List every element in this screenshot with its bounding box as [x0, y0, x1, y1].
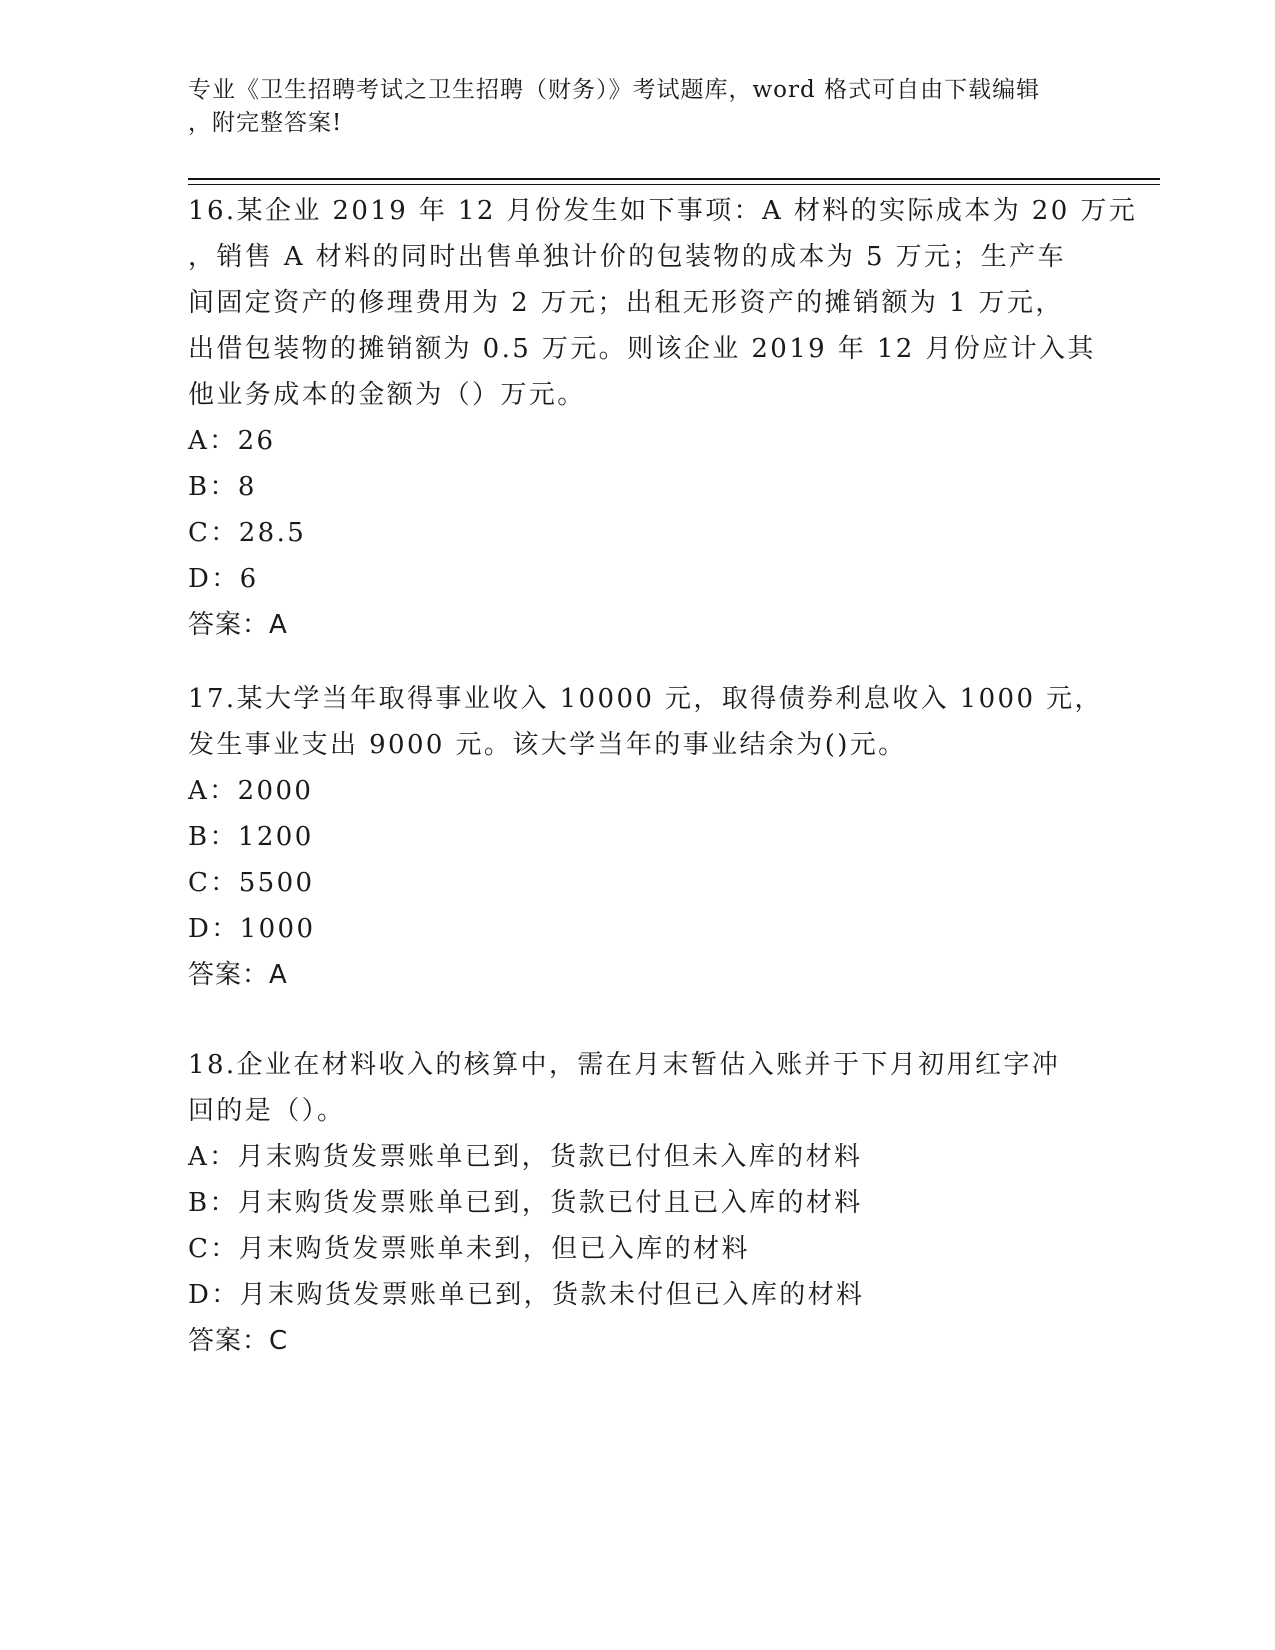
header-divider-thick	[188, 178, 1160, 180]
header-line-1: 专业《卫生招聘考试之卫生招聘（财务）》考试题库，word 格式可自由下载编辑	[188, 77, 1041, 103]
option-b: B：1200	[188, 822, 314, 852]
question-text-line: 他业务成本的金额为（）万元。	[188, 380, 586, 410]
question-text-line: 17.某大学当年取得事业收入 10000 元，取得债券利息收入 1000 元，	[188, 684, 1103, 714]
option-a: A：月末购货发票账单已到，货款已付但未入库的材料	[188, 1142, 863, 1172]
question-text-line: 发生事业支出 9000 元。该大学当年的事业结余为()元。	[188, 730, 907, 760]
answer-label: 答案：A	[188, 610, 288, 640]
option-d: D：1000	[188, 914, 316, 944]
question-text-line: 18.企业在材料收入的核算中，需在月末暂估入账并于下月初用红字冲	[188, 1050, 1061, 1080]
question-16	[188, 188, 1138, 648]
question-18	[188, 1042, 1108, 1364]
question-text-line: 间固定资产的修理费用为 2 万元；出租无形资产的摊销额为 1 万元，	[188, 288, 1064, 318]
question-17	[188, 676, 1108, 998]
question-text-line: 回的是（）。	[188, 1096, 346, 1126]
option-c: C：月末购货发票账单未到，但已入库的材料	[188, 1234, 750, 1264]
option-a: A：26	[188, 426, 276, 456]
option-a: A：2000	[188, 776, 314, 806]
option-c: C：5500	[188, 868, 315, 898]
option-b: B：月末购货发票账单已到，货款已付且已入库的材料	[188, 1188, 863, 1218]
document-header	[188, 74, 1078, 140]
header-line-2: ，附完整答案!	[188, 110, 343, 136]
option-d: D：6	[188, 564, 259, 594]
answer-label: 答案：C	[188, 1326, 289, 1356]
question-text-line: 出借包装物的摊销额为 0.5 万元。则该企业 2019 年 12 月份应计入其	[188, 334, 1096, 364]
answer-label: 答案：A	[188, 960, 288, 990]
question-text-line: ，销售 A 材料的同时出售单独计价的包装物的成本为 5 万元；生产车	[188, 242, 1066, 272]
header-divider-thin	[188, 184, 1160, 185]
option-d: D：月末购货发票账单已到，货款未付但已入库的材料	[188, 1280, 865, 1310]
option-b: B：8	[188, 472, 257, 502]
option-c: C：28.5	[188, 518, 307, 548]
question-text-line: 16.某企业 2019 年 12 月份发生如下事项：A 材料的实际成本为 20 万元	[188, 196, 1138, 226]
